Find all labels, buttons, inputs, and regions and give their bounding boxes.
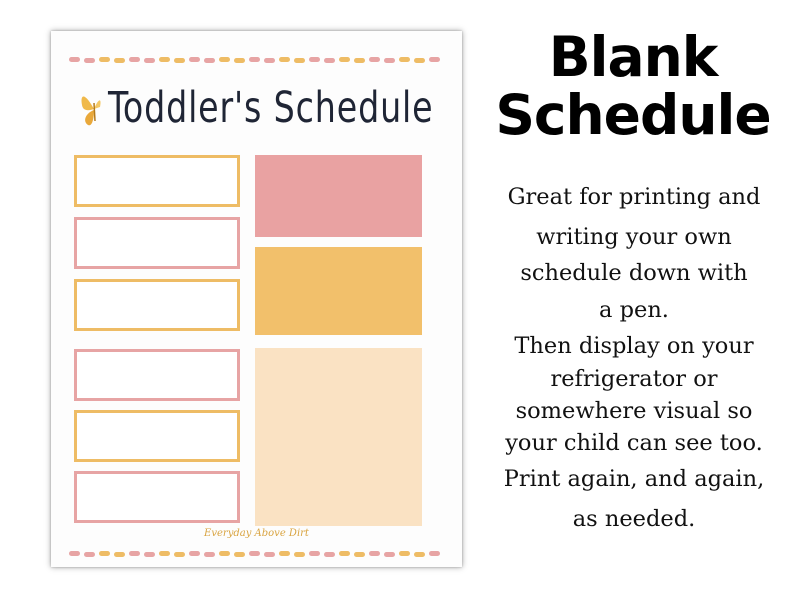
decorative-dash xyxy=(114,58,125,63)
sheet-title: Toddler's Schedule xyxy=(108,83,434,133)
gold-block xyxy=(255,247,422,335)
decorative-dash xyxy=(339,551,350,556)
decorative-dash xyxy=(69,57,80,62)
decorative-dash xyxy=(399,57,410,62)
decorative-dash xyxy=(309,551,320,556)
description-line: Print again, and again, xyxy=(503,466,765,492)
decorative-dash xyxy=(354,58,365,63)
decorative-dash xyxy=(264,552,275,557)
description-line: schedule down with xyxy=(520,260,748,286)
decorative-dash xyxy=(129,57,140,62)
decorative-dash xyxy=(69,551,80,556)
decorative-dash xyxy=(204,58,215,63)
decorative-dash xyxy=(279,57,290,62)
decorative-dash xyxy=(189,551,200,556)
description-line: your child can see too. xyxy=(505,430,763,456)
decorative-dash xyxy=(234,58,245,63)
description-line: Great for printing and xyxy=(507,184,761,210)
decorative-dash xyxy=(84,58,95,63)
schedule-slot-6 xyxy=(74,471,240,523)
description-line: somewhere visual so xyxy=(515,398,753,424)
decorative-dash xyxy=(219,551,230,556)
schedule-slot-5 xyxy=(74,410,240,462)
decorative-dash xyxy=(339,57,350,62)
schedule-slot-1 xyxy=(74,155,240,207)
decorative-dash xyxy=(174,552,185,557)
decorative-dash xyxy=(144,58,155,63)
decorative-dash xyxy=(249,57,260,62)
decorative-dash xyxy=(159,551,170,556)
decorative-dash xyxy=(174,58,185,63)
heading-line-2: Schedule xyxy=(495,83,771,147)
decorative-dash xyxy=(414,58,425,63)
decorative-dash xyxy=(369,57,380,62)
decorative-dash xyxy=(144,552,155,557)
decorative-dash xyxy=(429,57,440,62)
heading-line-1: Blank xyxy=(548,25,718,89)
decorative-dash xyxy=(309,57,320,62)
schedule-slot-4 xyxy=(74,349,240,401)
decorative-dash xyxy=(99,57,110,62)
decorative-dash xyxy=(159,57,170,62)
decorative-dash xyxy=(189,57,200,62)
decorative-dash xyxy=(234,552,245,557)
decorative-dash xyxy=(294,552,305,557)
schedule-sheet-preview xyxy=(51,31,462,567)
footer-logo xyxy=(51,528,462,539)
decorative-dash xyxy=(429,551,440,556)
schedule-slot-2 xyxy=(74,217,240,269)
decorative-dash xyxy=(384,58,395,63)
page-heading xyxy=(489,25,777,147)
decorative-dash xyxy=(369,551,380,556)
butterfly-icon xyxy=(78,89,108,129)
cream-block xyxy=(255,348,422,526)
description-line: writing your own xyxy=(536,224,732,250)
description-line: Then display on your xyxy=(514,333,754,359)
decorative-dash xyxy=(219,57,230,62)
description-line: refrigerator or xyxy=(550,366,718,392)
decorative-dash xyxy=(204,552,215,557)
schedule-slot-3 xyxy=(74,279,240,331)
decorative-dash xyxy=(84,552,95,557)
decorative-dash xyxy=(294,58,305,63)
top-decorative-dashes xyxy=(67,55,445,65)
decorative-dash xyxy=(264,58,275,63)
description-line: as needed. xyxy=(572,506,696,532)
pink-block xyxy=(255,155,422,237)
decorative-dash xyxy=(384,552,395,557)
footer-logo-text: Everyday Above Dirt xyxy=(204,528,309,539)
decorative-dash xyxy=(414,552,425,557)
bottom-decorative-dashes xyxy=(67,549,445,559)
decorative-dash xyxy=(354,552,365,557)
decorative-dash xyxy=(129,551,140,556)
decorative-dash xyxy=(279,551,290,556)
decorative-dash xyxy=(99,551,110,556)
decorative-dash xyxy=(114,552,125,557)
decorative-dash xyxy=(399,551,410,556)
decorative-dash xyxy=(324,552,335,557)
description-line: a pen. xyxy=(599,297,669,323)
decorative-dash xyxy=(324,58,335,63)
decorative-dash xyxy=(249,551,260,556)
